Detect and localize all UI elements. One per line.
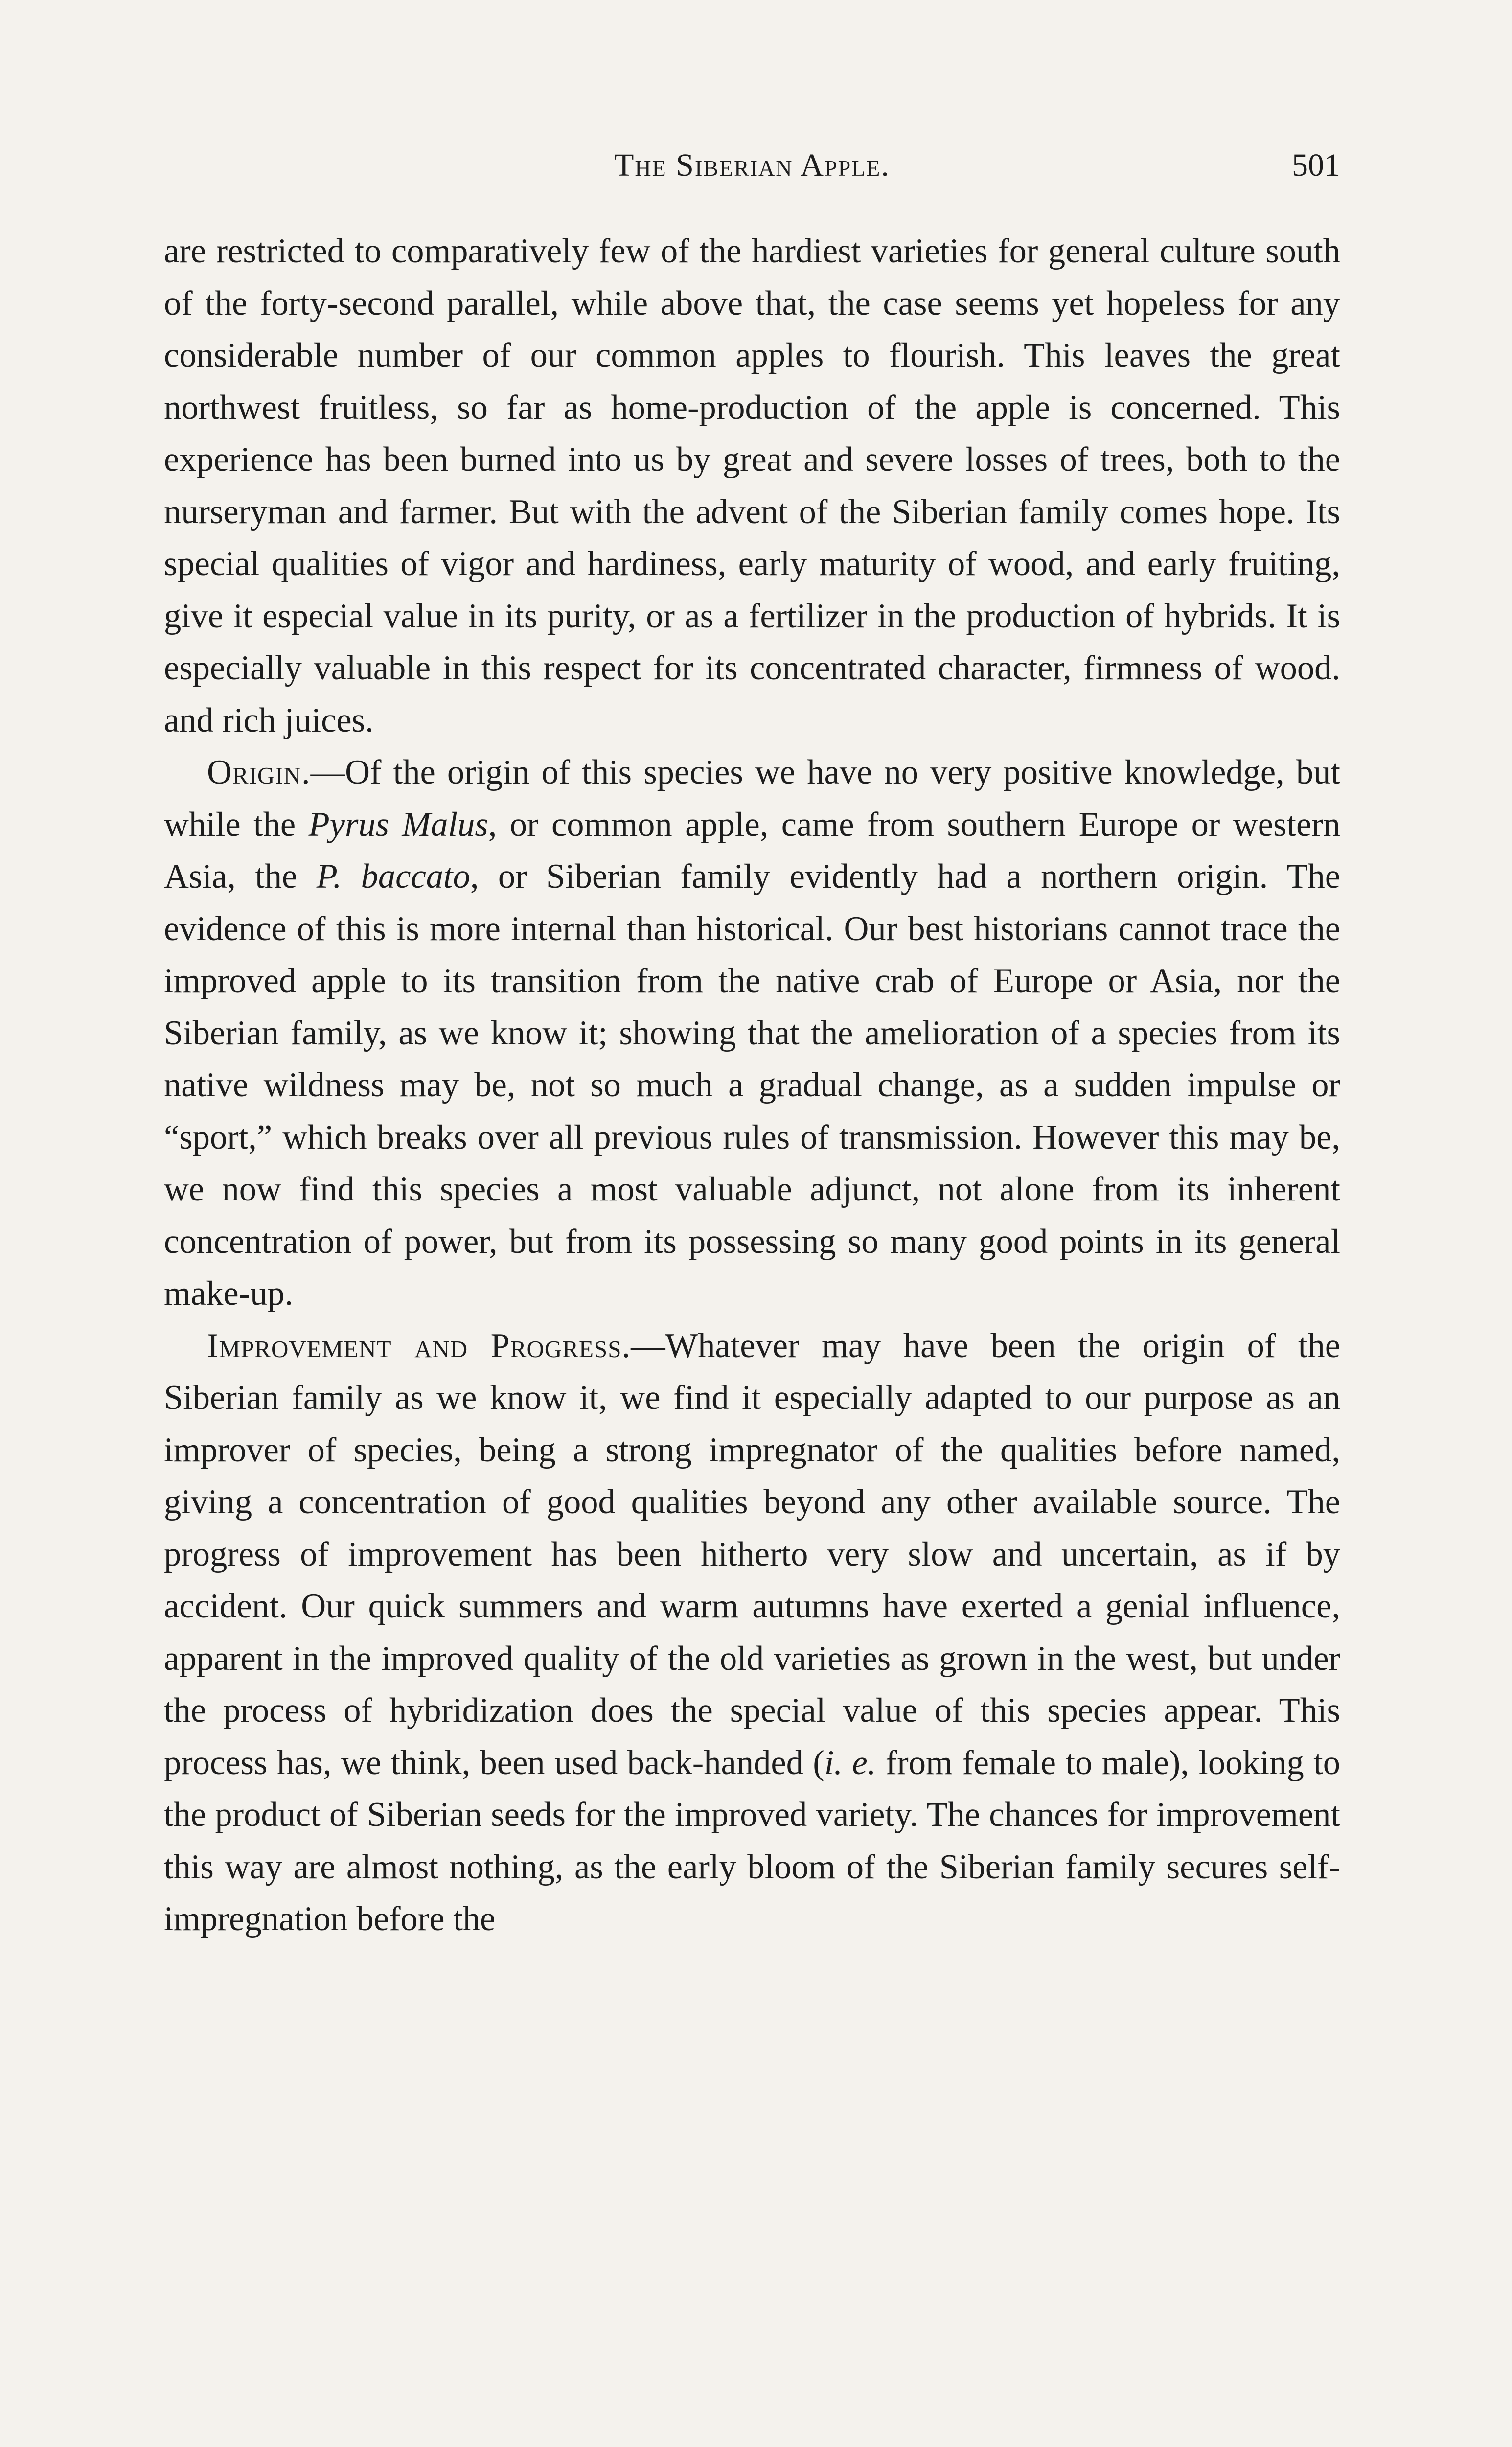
paragraph-continuation: are restricted to comparatively few of the hardiest varieties for general culture south of the forty-second parallel, while above that, the case seems yet hopeless for any considerable number of our common apples to flourish. This leaves the great northwest fruitless, so far as home-production of the apple is concerned. This experience has been burned into us by great and severe losses of trees, both to the nurseryman and farmer. But with the advent of the Siberian family comes hope. Its special qualities of vigor and hardiness, early maturity of wood, and early fruiting, give it especial value in its purity, or as a fertilizer in the production of hybrids. It is especially valuable in this respect for its concentrated character, firmness of wood. and rich juices. — [164, 232, 1340, 739]
page-header — [164, 147, 1340, 201]
paragraph-origin — [164, 746, 1340, 1320]
body-text — [164, 225, 1340, 1945]
section-heading-improvement: Improvement and Progress. — [207, 1326, 631, 1365]
paragraph-text: —Of the origin of this species we have no very positive knowledge, but while the — [164, 753, 1340, 844]
running-title: The Siberian Apple. — [614, 147, 890, 183]
paragraph-text: from female to male), looking to the product of Siberian seeds for the improved variety. The chances for improvement this way are almost nothing, as the early bloom of the Siberian family secures self-impregnation before the — [164, 1743, 1341, 1938]
paragraph-text: , or Siberian family evidently had a northern origin. The evidence of this is more internal than historical. Our best historians cannot trace the improved apple to its transition from the native crab of Europe or Asia, nor the Siberian family, as we know it; showing that the amelioration of a species from its native wildness may be, not so much a gradual change, as a sudden impulse or “sport,” which breaks over all previous rules of transmission. However this may be, we now find this species a most valuable adjunct, not alone from its inherent concentration of power, but from its possessing so many good points in its general make-up. — [164, 857, 1340, 1313]
paragraph-text: —Whatever may have been the origin of the Siberian family as we know it, we find it especially adapted to our purpose as an improver of species, being a strong impregnator of the qualities before named, giving a concentration of good qualities beyond any other available source. The progress of improvement has been hitherto very slow and uncertain, as if by accident. Our quick summers and warm autumns have exerted a genial influence, apparent in the improved quality of the old varieties as grown in the west, but under the process of hybridization does the special value of this species appear. This process has, we think, been used back-handed ( — [164, 1326, 1340, 1782]
abbreviation-ie: i. e. — [824, 1743, 876, 1782]
section-heading-origin: Origin. — [207, 753, 311, 791]
paragraph-text: , or common apple, came from southern Europe or western Asia, the — [164, 805, 1340, 896]
species-name: P. baccato — [316, 857, 470, 896]
page-number: 501 — [1292, 147, 1340, 183]
species-name: Pyrus Malus — [308, 805, 488, 844]
paragraph-improvement — [164, 1320, 1340, 1945]
